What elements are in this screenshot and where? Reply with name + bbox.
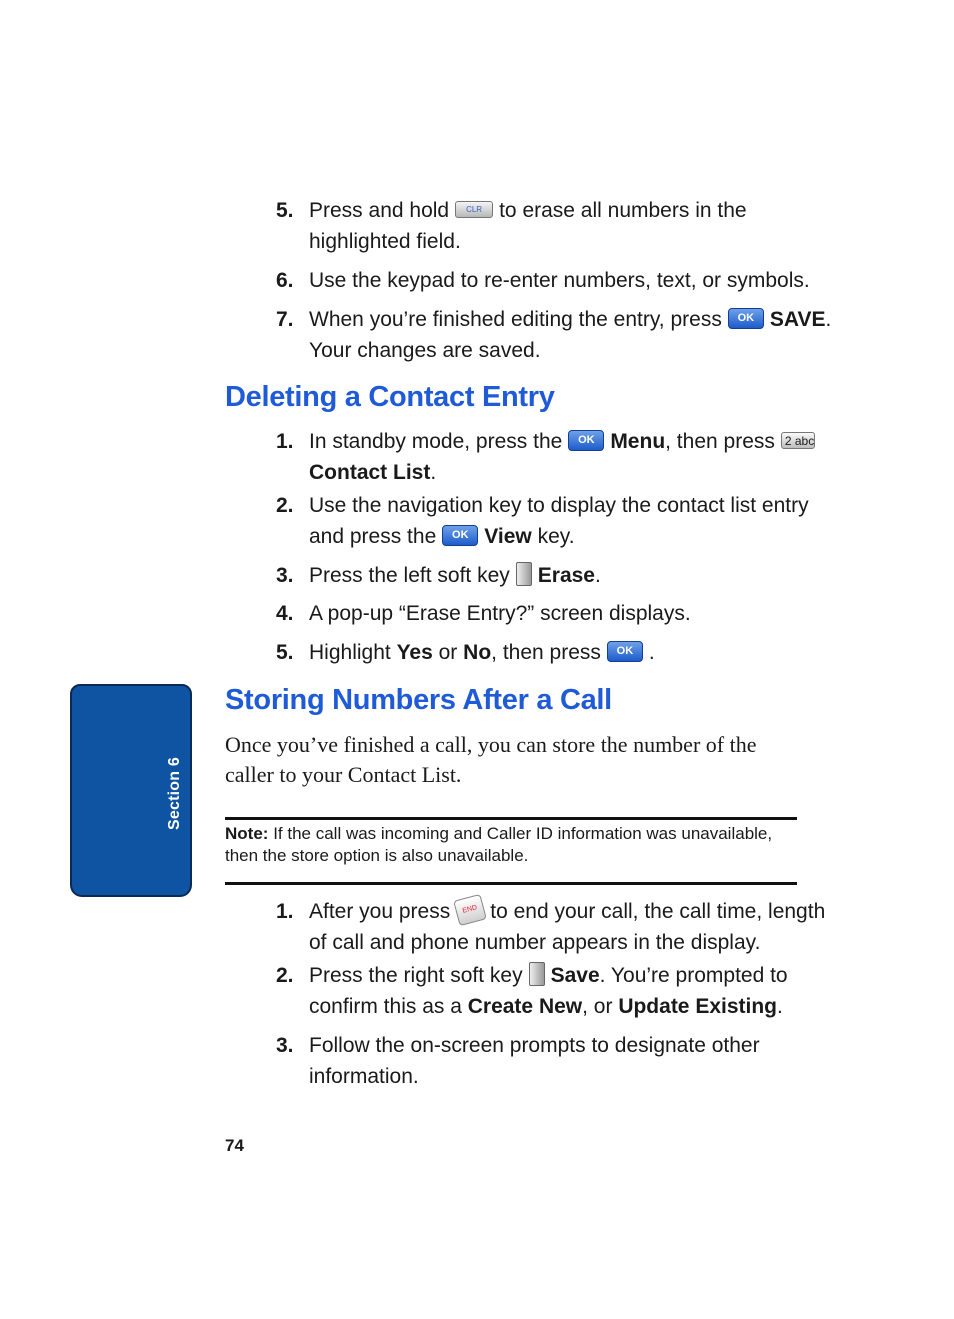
step-number: 1. [276, 900, 294, 923]
note-bottom-rule [225, 882, 797, 885]
clr-key-icon: CLR [455, 201, 493, 218]
step-text: highlighted field. [309, 230, 461, 253]
note-box [225, 823, 800, 867]
step-number: 7. [276, 308, 294, 331]
intro-paragraph: Once you’ve finished a call, you can store the number of the caller to your Contact List. [225, 732, 757, 787]
right-soft-key-icon [529, 962, 545, 986]
ok-key-icon: OK [728, 308, 764, 329]
end-key-icon: END [453, 894, 487, 926]
step-text: Use the keypad to re-enter numbers, text, or symbols. [309, 269, 810, 292]
ok-key-icon: OK [442, 525, 478, 546]
step-text: Press and hold [309, 199, 450, 222]
step-number: 5. [276, 199, 294, 222]
left-soft-key-icon [516, 562, 532, 586]
note-label: Note: [225, 824, 269, 843]
step-number: 5. [276, 641, 294, 664]
step-number: 6. [276, 269, 294, 292]
step-number: 4. [276, 602, 294, 625]
step-number: 1. [276, 430, 294, 453]
step-number: 3. [276, 1034, 294, 1057]
two-key-icon: 2 abc [781, 432, 815, 449]
note-top-rule [225, 817, 797, 820]
page-number: 74 [225, 1136, 244, 1155]
step-text: A pop-up “Erase Entry?” screen displays. [309, 602, 691, 625]
step-number: 2. [276, 964, 294, 987]
step-text: When you’re finished editing the entry, press [309, 308, 722, 331]
note-text: If the call was incoming and Caller ID information was unavailable, then the store option is also unavailable. [225, 824, 773, 865]
ok-key-icon: OK [568, 430, 604, 451]
step-bold: SAVE [769, 308, 826, 331]
step-number: 2. [276, 494, 294, 517]
step-text: to erase all numbers in the [499, 199, 747, 222]
heading-deleting-contact: Deleting a Contact Entry [225, 381, 555, 413]
step-text: Your changes are saved. [309, 339, 541, 362]
ok-key-icon: OK [607, 641, 643, 662]
heading-storing-numbers: Storing Numbers After a Call [225, 684, 612, 716]
step-number: 3. [276, 564, 294, 587]
section-tab-label: Section 6 [166, 757, 183, 830]
